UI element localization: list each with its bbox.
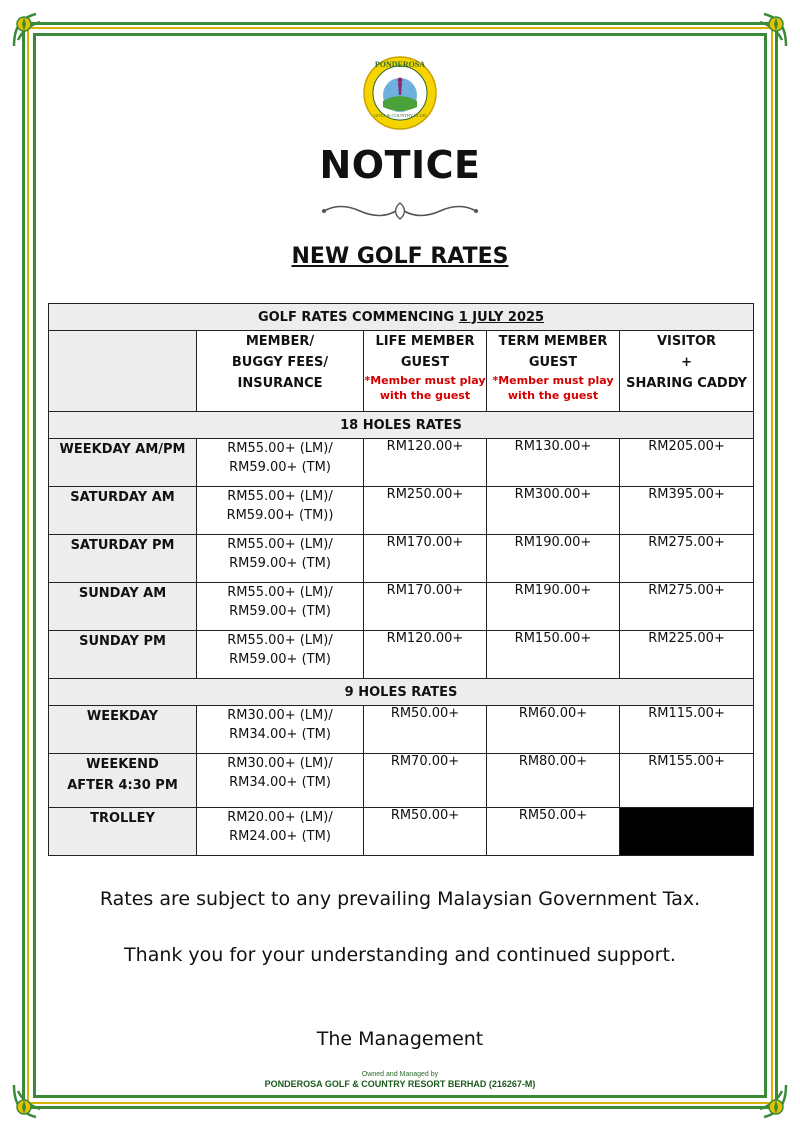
header-member-line: BUGGY FEES/ xyxy=(231,355,329,370)
member-rate-line: RM34.00+ (TM) xyxy=(229,775,331,790)
member-rate xyxy=(197,583,364,631)
term-member-rate: RM130.00+ xyxy=(487,439,620,487)
logo-subtitle: GOLF & COUNTRY CLUB xyxy=(374,113,426,118)
term-member-note: with the guest xyxy=(507,389,599,402)
visitor-rate: RM275.00+ xyxy=(620,583,754,631)
member-rate-line: RM59.00+ (TM) xyxy=(229,652,331,667)
member-rate-line: RM55.00+ (LM)/ xyxy=(227,633,333,648)
table-row xyxy=(49,487,754,535)
member-rate xyxy=(197,808,364,856)
table-row xyxy=(49,535,754,583)
member-rate xyxy=(197,439,364,487)
life-member-rate: RM170.00+ xyxy=(364,583,487,631)
member-rate-line: RM24.00+ (TM) xyxy=(229,829,331,844)
corner-ornament-icon xyxy=(10,10,52,52)
term-member-rate: RM50.00+ xyxy=(487,808,620,856)
life-member-rate: RM120.00+ xyxy=(364,439,487,487)
header-life-line: LIFE MEMBER xyxy=(375,334,475,349)
member-rate xyxy=(197,535,364,583)
commencing-prefix: GOLF RATES COMMENCING xyxy=(257,309,459,325)
life-member-rate: RM250.00+ xyxy=(364,487,487,535)
corner-ornament-icon xyxy=(748,10,790,52)
member-rate-line: RM55.00+ (LM)/ xyxy=(227,489,333,504)
header-visitor xyxy=(620,331,754,412)
visitor-rate-blacked-out xyxy=(620,808,754,856)
term-member-rate: RM60.00+ xyxy=(487,706,620,754)
row-label-line: AFTER 4:30 PM xyxy=(67,778,178,793)
section-9-row xyxy=(49,679,754,706)
row-label xyxy=(49,706,197,754)
signoff: The Management xyxy=(316,1028,484,1050)
life-member-rate: RM50.00+ xyxy=(364,808,487,856)
member-rate-line: RM59.00+ (TM)) xyxy=(226,508,334,523)
logo-name: PONDEROSA xyxy=(374,60,426,69)
member-rate-line: RM59.00+ (TM) xyxy=(229,556,331,571)
life-member-rate: RM120.00+ xyxy=(364,631,487,679)
page-title: NOTICE xyxy=(319,143,481,187)
row-label-line: TROLLEY xyxy=(90,811,155,826)
section-18-row xyxy=(49,412,754,439)
commencing-date: 1 JULY 2025 xyxy=(458,309,545,325)
header-member-line: INSURANCE xyxy=(237,376,323,391)
commencing-row xyxy=(49,304,754,331)
member-rate xyxy=(197,706,364,754)
visitor-rate: RM395.00+ xyxy=(620,487,754,535)
row-label xyxy=(49,808,197,856)
member-rate xyxy=(197,487,364,535)
page-subtitle: NEW GOLF RATES xyxy=(291,244,509,269)
header-visitor-line: + xyxy=(681,355,692,370)
golf-rates-table xyxy=(48,303,754,856)
header-term-member xyxy=(487,331,620,412)
term-member-rate: RM150.00+ xyxy=(487,631,620,679)
life-member-rate: RM50.00+ xyxy=(364,706,487,754)
row-label xyxy=(49,439,197,487)
flourish-divider-icon xyxy=(320,200,480,222)
header-term-line: TERM MEMBER xyxy=(498,334,608,349)
row-label-line: WEEKDAY AM/PM xyxy=(59,442,186,457)
header-member-line: MEMBER/ xyxy=(245,334,315,349)
member-rate-line: RM59.00+ (TM) xyxy=(229,460,331,475)
row-label-line: SUNDAY PM xyxy=(79,634,166,649)
table-row xyxy=(49,439,754,487)
header-visitor-line: VISITOR xyxy=(657,334,717,349)
owned-by-label: Owned and Managed by xyxy=(361,1071,439,1078)
table-row xyxy=(49,706,754,754)
term-member-rate: RM300.00+ xyxy=(487,487,620,535)
header-member xyxy=(197,331,364,412)
row-label xyxy=(49,754,197,808)
member-rate-line: RM55.00+ (LM)/ xyxy=(227,537,333,552)
member-rate xyxy=(197,754,364,808)
visitor-rate: RM225.00+ xyxy=(620,631,754,679)
header-row xyxy=(49,331,754,412)
row-label-line: SATURDAY AM xyxy=(70,490,175,505)
life-member-note: with the guest xyxy=(379,389,471,402)
header-empty xyxy=(49,331,197,412)
header-life-member xyxy=(364,331,487,412)
row-label xyxy=(49,631,197,679)
commencing-banner xyxy=(49,304,754,331)
member-rate-line: RM30.00+ (LM)/ xyxy=(227,708,333,723)
row-label xyxy=(49,487,197,535)
life-member-rate: RM170.00+ xyxy=(364,535,487,583)
visitor-rate: RM115.00+ xyxy=(620,706,754,754)
header-term-line: GUEST xyxy=(528,355,578,370)
thank-you-note: Thank you for your understanding and continued support. xyxy=(124,944,676,966)
life-member-note: *Member must play xyxy=(364,374,486,387)
section-9-holes: 9 HOLES RATES xyxy=(49,679,754,706)
row-label-line: SATURDAY PM xyxy=(70,538,175,553)
row-label-line: SUNDAY AM xyxy=(78,586,167,601)
visitor-rate: RM155.00+ xyxy=(620,754,754,808)
member-rate xyxy=(197,631,364,679)
term-member-rate: RM190.00+ xyxy=(487,535,620,583)
header-life-line: GUEST xyxy=(400,355,450,370)
visitor-rate: RM275.00+ xyxy=(620,535,754,583)
header-visitor-line: SHARING CADDY xyxy=(626,376,747,391)
term-member-rate: RM80.00+ xyxy=(487,754,620,808)
row-label-line: WEEKDAY xyxy=(86,709,159,724)
row-label xyxy=(49,535,197,583)
table-row xyxy=(49,631,754,679)
row-label xyxy=(49,583,197,631)
table-row xyxy=(49,808,754,856)
member-rate-line: RM59.00+ (TM) xyxy=(229,604,331,619)
member-rate-line: RM34.00+ (TM) xyxy=(229,727,331,742)
member-rate-line: RM30.00+ (LM)/ xyxy=(227,756,333,771)
term-member-note: *Member must play xyxy=(492,374,614,387)
member-rate-line: RM55.00+ (LM)/ xyxy=(227,585,333,600)
section-18-holes: 18 HOLES RATES xyxy=(49,412,754,439)
company-name: PONDEROSA GOLF & COUNTRY RESORT BERHAD (216267-M) xyxy=(264,1079,536,1089)
table-row xyxy=(49,583,754,631)
tax-note: Rates are subject to any prevailing Malaysian Government Tax. xyxy=(99,888,701,910)
row-label-line: WEEKEND xyxy=(86,757,159,772)
member-rate-line: RM55.00+ (LM)/ xyxy=(227,441,333,456)
visitor-rate: RM205.00+ xyxy=(620,439,754,487)
life-member-rate: RM70.00+ xyxy=(364,754,487,808)
member-rate-line: RM20.00+ (LM)/ xyxy=(227,810,333,825)
term-member-rate: RM190.00+ xyxy=(487,583,620,631)
table-row xyxy=(49,754,754,808)
